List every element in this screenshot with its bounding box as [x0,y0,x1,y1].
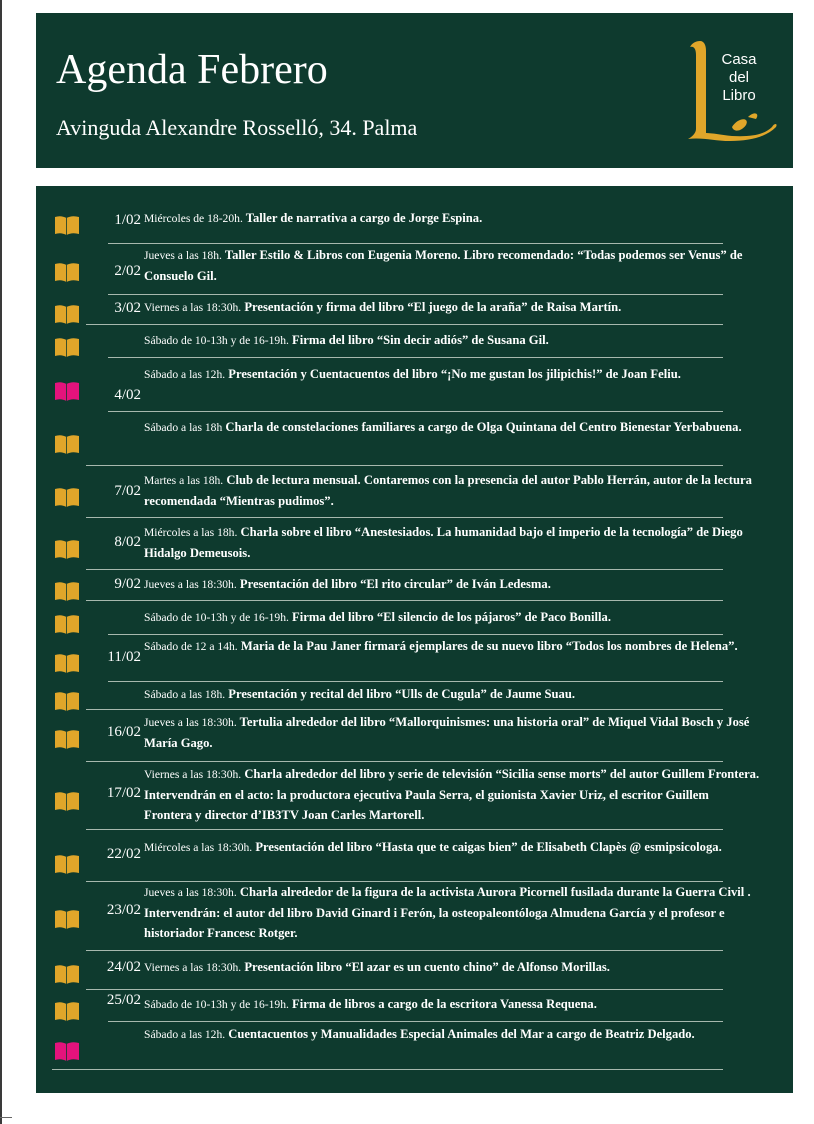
event-entry [144,574,760,595]
event-entry [144,764,760,825]
event-entry [144,994,760,1015]
book-icon [54,791,80,811]
book-icon [54,539,80,559]
event-description: Charla de constelaciones familiares a cargo de Olga Quintana del Centro Bienestar Yerbabuena. [222,420,742,434]
events-panel [36,186,793,1093]
event-description: Presentación del libro “El rito circular” de Iván Ledesma. [236,577,551,591]
book-icon [54,729,80,749]
event-date: 25/02 [106,992,141,1008]
event-description: Charla alrededor de la figura de la activista Aurora Picornell fusilada durante la Guerra Civil . Intervendrán: el autor del libro David Ginard i Ferón, la osteopaleontóloga Almudena García y el profesor e historiador Francesc Rotger. [144,885,751,940]
book-icon [54,262,80,282]
event-date: 22/02 [106,846,141,862]
event-entry [144,712,760,753]
book-icon [54,691,80,711]
row-divider [108,294,723,295]
event-description: Firma del libro “Sin decir adiós” de Susana Gil. [288,333,549,347]
header-banner [36,13,793,168]
event-description: Presentación y firma del libro “El juego de la araña” de Raisa Martín. [241,300,622,314]
event-date: 2/02 [114,263,141,279]
event-entry [144,1024,760,1045]
casa-del-libro-logo [684,37,784,147]
book-icon [54,964,80,984]
event-time: Sábado a las 18h [144,421,223,434]
event-date: 16/02 [106,724,141,740]
event-description: Cuentacuentos y Manualidades Especial Animales del Mar a cargo de Beatriz Delgado. [225,1027,695,1041]
event-description: Presentación del libro “Hasta que te caigas bien” de Elisabeth Clapès @ esmipsicologa. [252,840,722,854]
row-divider [86,600,723,601]
event-date: 9/02 [114,576,141,592]
event-entry [144,330,760,351]
page-left-border [0,0,2,1124]
event-date: 24/02 [106,959,141,975]
book-icon [54,909,80,929]
row-divider [86,569,723,570]
row-divider [86,829,723,830]
event-description: Presentación y Cuentacuentos del libro “¡No me gustan los jilipichis!” de Joan Feliu. [225,367,681,381]
event-date: 1/02 [114,212,141,228]
book-icon-kids [54,1041,80,1061]
event-time: Miércoles a las 18:30h. [144,841,253,854]
event-time: Sábado de 12 a 14h. [144,640,238,653]
event-entry [144,522,760,563]
row-divider [108,411,723,412]
event-entry [144,208,760,229]
event-entry [144,364,760,385]
event-time: Sábado a las 18h. [144,688,226,701]
event-entry [144,470,760,511]
event-time: Jueves a las 18:30h. [144,886,237,899]
event-time: Miércoles de 18-20h. [144,212,243,225]
event-time: Jueves a las 18:30h. [144,716,237,729]
event-entry [144,837,760,858]
event-description: Maria de la Pau Janer firmará ejemplares de su nuevo libro “Todos los nombres de Helena”. [237,639,738,653]
row-divider [86,517,723,518]
event-description: Taller de narrativa a cargo de Jorge Espina. [242,211,483,225]
row-divider [86,709,723,710]
event-time: Sábado de 10-13h y de 16-19h. [144,998,289,1011]
row-divider [86,950,723,951]
event-description: Charla alrededor del libro y serie de televisión “Sicilia sense morts” del autor Guillem Frontera. Intervendrán en el acto: la productora ejecutiva Paula Serra, el guionista Xavier Uriz, el escritor Guillem Frontera y director d’IB3TV Joan Carles Martorell. [144,767,760,822]
row-divider [108,681,723,682]
event-entry [144,684,760,705]
event-description: Presentación libro “El azar es un cuento chino” de Alfonso Morillas. [241,960,610,974]
page-corner-mark [0,1117,12,1118]
event-description: Firma del libro “El silencio de los pájaros” de Paco Bonilla. [288,610,611,624]
logo-word-3: Libro [722,87,756,104]
event-time: Viernes a las 18:30h. [144,768,242,781]
event-date: 7/02 [114,483,141,499]
event-time: Sábado a las 12h. [144,1028,226,1041]
event-time: Sábado a las 12h. [144,368,226,381]
event-date: 4/02 [114,387,141,403]
book-icon [54,614,80,634]
logo-word-1: Casa [721,51,757,68]
row-divider [108,357,723,358]
store-address: Avinguda Alexandre Rosselló, 34. Palma [56,115,418,140]
event-date: 8/02 [114,534,141,550]
row-divider [86,324,723,325]
event-entry [144,636,760,657]
event-description: Taller Estilo & Libros con Eugenia Moreno. Libro recomendado: “Todas podemos ser Venus” de Consuelo Gil. [144,248,743,283]
event-description: Firma de libros a cargo de la escritora Vanessa Requena. [288,997,597,1011]
event-time: Jueves a las 18h. [144,249,222,262]
event-date: 17/02 [106,785,141,801]
book-icon [54,434,80,454]
row-divider [86,989,723,990]
event-time: Jueves a las 18:30h. [144,578,237,591]
logo-word-2: del [728,69,750,86]
event-date: 23/02 [106,902,141,918]
event-time: Sábado de 10-13h y de 16-19h. [144,611,289,624]
book-icon [54,215,80,235]
book-icon-kids [54,381,80,401]
event-time: Martes a las 18h. [144,474,224,487]
event-time: Miércoles a las 18h. [144,526,238,539]
row-divider [52,1069,723,1070]
book-icon [54,1001,80,1021]
event-time: Sábado de 10-13h y de 16-19h. [144,334,289,347]
book-icon [54,337,80,357]
book-icon [54,487,80,507]
event-description: Tertulia alrededor del libro “Mallorquinismes: una historia oral” de Miquel Vidal Bosch y José María Gago. [144,715,750,750]
event-time: Viernes a las 18:30h. [144,961,242,974]
event-date: 11/02 [107,649,141,665]
row-divider [108,634,723,635]
row-divider [86,761,723,762]
book-icon [54,304,80,324]
book-icon [54,854,80,874]
event-description: Charla sobre el libro “Anestesiados. La humanidad bajo el imperio de la tecnología” de Diego Hidalgo Demeusois. [144,525,743,560]
event-description: Club de lectura mensual. Contaremos con la presencia del autor Pablo Herrán, autor de la lectura recomendada “Mientras pudimos”. [144,473,752,508]
event-entry [144,297,760,318]
event-time: Viernes a las 18:30h. [144,301,242,314]
event-date: 3/02 [114,300,141,316]
event-entry [144,957,760,978]
row-divider [108,1021,723,1022]
event-description: Presentación y recital del libro “Ulls de Cugula” de Jaume Suau. [225,687,575,701]
event-entry [144,882,760,943]
event-entry [144,417,760,438]
row-divider [86,465,723,466]
page-title: Agenda Febrero [56,47,328,93]
event-entry [144,607,760,628]
book-icon [54,653,80,673]
event-entry [144,245,760,286]
row-divider [108,243,723,244]
book-icon [54,581,80,601]
